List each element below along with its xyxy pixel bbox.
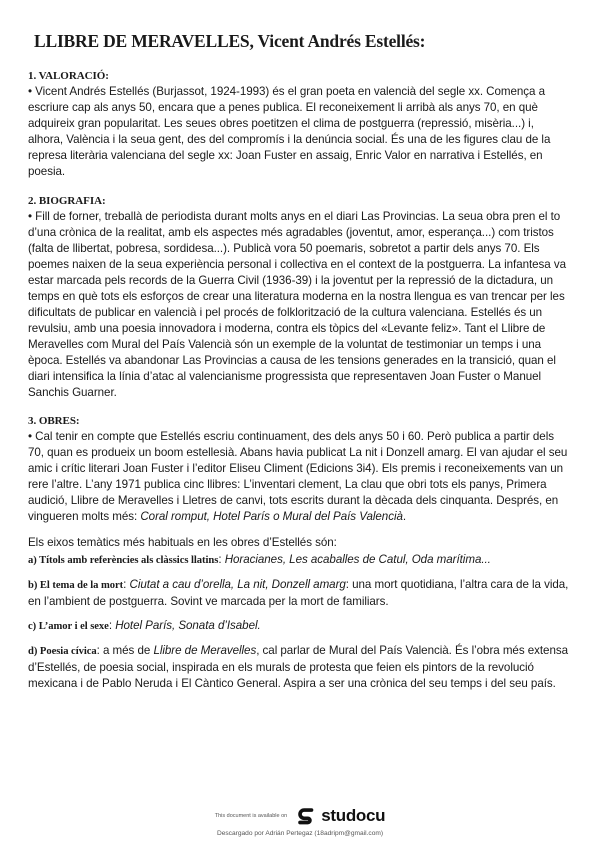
theme-text: : a més de: [96, 644, 154, 657]
document-body: [28, 68, 570, 700]
theme-item: [28, 552, 570, 569]
section-valoracio: [28, 68, 570, 180]
theme-text: :: [218, 553, 225, 566]
section-biografia: [28, 193, 570, 401]
theme-italic: Llibre de Meravelles: [153, 644, 257, 657]
available-on-text: This document is available on: [214, 813, 288, 819]
theme-italic: Ciutat a cau d’orella, La nit, Donzell amarg: [129, 578, 346, 591]
footer-banner: [0, 804, 600, 828]
paragraph-text-end: .: [402, 510, 407, 523]
section-obres: [28, 413, 570, 525]
theme-italic: Horacianes, Les acaballes de Catul, Oda marítima...: [224, 553, 491, 566]
theme-label: b) El tema de la mort: [28, 580, 124, 591]
theme-text: :: [108, 619, 116, 632]
section-paragraph: [28, 429, 570, 525]
download-credit: Descargado por Adrián Pertegaz (18adripm@gmail.com): [216, 830, 384, 837]
theme-text: :: [123, 578, 130, 591]
theme-text: : una mort quotidiana, l’altra cara de la vida, en l’ambient de postguerra. Sovint ve marcada per la mort de familiars.: [28, 578, 569, 608]
section-heading: 2. BIOGRAFIA:: [28, 195, 106, 207]
theme-label: d) Poesia cívica: [28, 646, 97, 657]
document-title: LLIBRE DE MERAVELLES, Vicent Andrés Estellés:: [34, 31, 426, 51]
section-heading: 1. VALORACIÓ:: [28, 70, 109, 82]
section-paragraph: • Fill de forner, treballà de periodista durant molts anys en el diari Las Provincias. La seua obra pren el to d’una crònica de la realitat, amb els aspectes més agradables (joventut, amor, esperança...) com tristos (falta de llibertat, pobresa, sordidesa...). Publicà vora 50 poemaris, sobretot a partir dels anys 70. Els poemes naixen de la seua experiència personal i collectiva en el context de la postguerra. La infantesa va estar marcada pels records de la Guerra Civil (1936-39) i la joventut per la repressió de la dictadura, un temps en què tots els esforços de crear una literatura moderna en la nostra llengua es van trencar per les dificultats de publicar en valencià i pel procés de folklorització de la cultura valenciana. Estellés és un revulsiu, amb una poesia innovadora i moderna, contra els tòpics del «Levante feliz». Tant el Llibre de Meravelles com Mural del País Valencià són un exemple de la voluntat de testimoniar un temps i una època. Estellés va abandonar Las Provincias a causa de les tensions generades en la transició, quan el diari intensifica la línia d’atac al valencianisme progressista que representaven Joan Fuster o Manuel Sanchis Guarner.: [28, 210, 567, 399]
theme-label: c) L’amor i el sexe: [28, 621, 109, 632]
studocu-logo[interactable]: [295, 805, 385, 827]
section-paragraph: • Vicent Andrés Estellés (Burjassot, 1924-1993) és el gran poeta en valencià del segle xx. Comença a escriure cap als anys 50, encara que a penes publica. El reconeixement li arribà als anys 70, en què adquireix gran popularitat. Les seues obres poetitzen el clima de postguerra (repressió, misèria...) i, alhora, València i la seua gent, des del compromís i la denúncia social. És una de les figures clau de la represa literària valenciana del segle xx: Joan Fuster en assaig, Enric Valor en narrativa i Estellés, en poesia.: [28, 85, 551, 178]
theme-italic: Hotel París, Sonata d’Isabel.: [115, 619, 261, 632]
theme-item: [28, 618, 570, 635]
themes-intro: Els eixos temàtics més habituals en les obres d’Estellés són:: [28, 536, 337, 549]
paragraph-italic-text: Coral romput, Hotel París o Mural del País Valencià: [140, 510, 403, 523]
theme-item: [28, 577, 570, 610]
paragraph-text: • Cal tenir en compte que Estellés escriu continuament, des dels anys 50 i 60. Però publica a partir dels 70, quan es produeix un boom estellesià. Abans havia publicat La nit i Donzell amarg. El van ajudar el seu amic i crític literari Joan Fuster i l’editor Eliseu Climent (Edicions 3i4). Els premis i reconeixements van un rere l’altre. L’any 1971 publica cinc llibres: L’inventari clement, La clau que obri tots els panys, Primera audició, Llibre de Meravelles i Lletres de canvi, tots escrits durant la dècada dels cinquanta. Després, en vingueren molts més:: [28, 430, 568, 523]
section-heading: 3. OBRES:: [28, 415, 80, 427]
studocu-logo-icon: [295, 805, 317, 827]
theme-label: a) Títols amb referències als clàssics llatins: [28, 555, 219, 566]
theme-item: [28, 643, 570, 692]
theme-text: , cal parlar de Mural del País Valencià. És l’obra més extensa d’Estellés, de poesia social, inspirada en els murals de protesta que feien els pintors de la revolució mexicana i de Pablo Neruda i El Càntico General. Aspira a ser una crònica del seu temps i del seu país.: [28, 644, 569, 690]
studocu-logo-text: studocu: [321, 806, 386, 825]
